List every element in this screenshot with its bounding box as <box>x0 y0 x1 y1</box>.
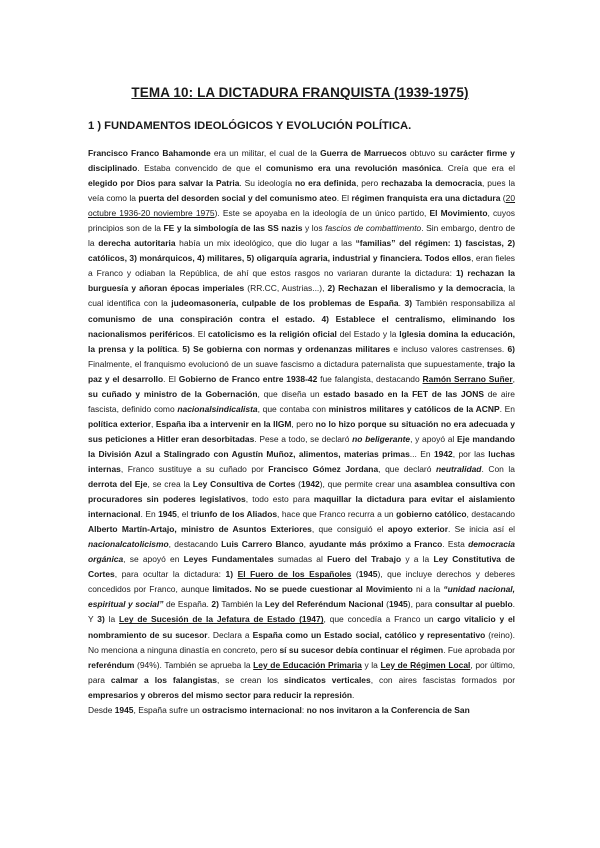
text-run: cargo vitalicio y el nombramiento de su sucesor <box>88 614 515 640</box>
text-run: , por último, para <box>88 659 515 685</box>
text-run: España iba a intervenir en la IIGM <box>155 418 292 429</box>
text-run: apoyo exterior <box>387 524 448 535</box>
text-run: Desde <box>88 704 115 715</box>
text-run: 3) <box>404 298 413 309</box>
text-run: ayudante más próximo a Franco <box>309 539 443 550</box>
text-run: y a la <box>401 554 434 565</box>
text-run: triunfo de los Aliados <box>190 509 278 520</box>
text-run: . En <box>499 403 515 414</box>
text-run: ( <box>500 193 506 204</box>
text-run: El Movimiento <box>429 208 488 219</box>
text-run: puerta del desorden social y del comunismo ateo <box>138 193 337 204</box>
text-run: derrota del Eje <box>88 479 148 490</box>
text-run: era un militar, el cual de la <box>210 148 321 158</box>
text-run: y los <box>302 223 326 234</box>
text-run: no lo hizo porque su situación no era adecuada y sus peticiones a Hitler eran desorbitadas <box>88 418 515 444</box>
text-run: , destacando <box>168 539 222 550</box>
text-run: sí su sucesor debía continuar el régimen <box>279 644 444 655</box>
text-run: empresarios y obreros del mismo sector para reducir la represión <box>88 689 353 700</box>
text-run: rechazaba la democracia <box>381 178 483 189</box>
text-run: “familias” del régimen: 1) <box>355 238 462 249</box>
text-run: : <box>301 704 307 715</box>
text-run: trajo la paz y el desarrollo <box>88 358 515 384</box>
text-run: . El <box>336 193 352 204</box>
text-run: 1942 <box>300 479 320 490</box>
text-run: ( <box>295 479 301 490</box>
text-run: . <box>398 298 405 309</box>
text-run: El Fuero de los Españoles <box>237 569 352 580</box>
text-run: 1945 <box>358 569 378 580</box>
text-run: Ley Consultiva de Cortes <box>192 479 296 490</box>
text-run: . Y <box>88 599 515 625</box>
text-run: , que diseña un <box>257 388 324 399</box>
text-run: También la <box>218 599 265 610</box>
paragraph <box>88 703 515 718</box>
text-run: Francisco Gómez Jordana <box>268 463 379 474</box>
text-run: 1) rechazan la burguesía y añoran épocas imperiales <box>88 268 515 294</box>
text-run: , con aires fascistas formados por <box>370 674 516 685</box>
text-run: ). Este se apoyaba en la ideología de un único partido, <box>214 208 430 219</box>
text-run: . El <box>163 373 179 384</box>
text-run: 1945 <box>388 599 408 610</box>
text-run: no beligerante <box>352 433 411 444</box>
text-run: 1) <box>225 569 234 580</box>
text-run: , que declaró <box>378 463 436 474</box>
text-run: de España. <box>163 599 212 610</box>
text-run: . Se inicia así el <box>447 524 516 535</box>
text-run: maquillar la dictadura para evitar el aislamiento internacional <box>88 494 515 520</box>
text-run: Ley del Referéndum Nacional <box>264 599 384 610</box>
text-run: 2) <box>211 599 219 610</box>
text-run: , pues la veía como la <box>88 178 516 204</box>
text-run: . Declara a <box>207 629 253 640</box>
text-run: sindicatos verticales <box>284 674 371 685</box>
text-run: la <box>104 614 120 625</box>
text-run: democracia orgánica <box>88 539 515 565</box>
text-run: ( <box>383 599 389 610</box>
text-run: 20 octubre 1936-20 noviembre 1975 <box>88 193 516 219</box>
text-run: . Sin embargo, dentro de la <box>88 223 516 249</box>
text-run: judeomasonería, culpable de los problemas de España <box>171 298 399 309</box>
text-run: no nos invitaron a la Conferencia de San <box>306 704 470 715</box>
text-run: Ley de Sucesión de la Jefatura de Estado (1947) <box>119 614 324 625</box>
text-run: (94%). También se aprueba la <box>134 659 254 670</box>
text-run: . El <box>192 328 209 339</box>
text-run: obtuvo su <box>406 148 451 158</box>
document-title: TEMA 10: LA DICTADURA FRANQUISTA (1939-1975) <box>131 85 469 100</box>
text-run: sumadas al <box>273 554 328 565</box>
text-run: estado basado en la FET de las JONS <box>323 388 484 399</box>
text-run: de aire fascista, definido como <box>88 388 515 414</box>
text-run: e incluso valores castrenses. <box>390 343 508 354</box>
text-run: 5) Se gobierna con normas y ordenanzas militares <box>182 343 391 354</box>
text-run: , el <box>176 509 191 520</box>
text-run: referéndum <box>88 659 135 670</box>
text-run: Leyes Fundamentales <box>183 554 274 565</box>
text-run: . Su ideología <box>239 178 295 189</box>
text-run: Ley de Educación Primaria <box>253 659 362 670</box>
text-run: consultar al pueblo <box>434 599 513 610</box>
text-run: También responsabiliza al <box>412 298 515 309</box>
text-run: Ley Constitutiva de Cortes <box>88 554 516 580</box>
text-run: , que contaba con <box>257 403 329 414</box>
text-run: . Esta <box>442 539 469 550</box>
text-run: Ley de Régimen Local <box>380 659 471 670</box>
body-text <box>88 146 515 718</box>
text-run: 6) <box>507 343 515 354</box>
text-run: Iglesia domina la educación, la prensa y la política <box>88 328 515 354</box>
text-run: , pero <box>291 418 316 429</box>
text-run: , y apoyó al <box>410 433 457 444</box>
text-run: , se crea la <box>147 479 193 490</box>
text-run: Luis Carrero Blanco <box>221 539 304 550</box>
text-run: . Fue aprobada por <box>443 644 515 655</box>
text-run: comunismo era una revolución masónica <box>265 163 441 174</box>
text-run: , se crean los <box>216 674 285 685</box>
text-run: ... En <box>409 448 434 459</box>
text-run: ministros militares y católicos de la ACNP <box>328 403 500 414</box>
text-run: y la <box>361 659 381 670</box>
section-heading: 1 ) FUNDAMENTOS IDEOLÓGICOS Y EVOLUCIÓN POLÍTICA. <box>88 120 412 132</box>
text-run: , destacando <box>466 509 515 520</box>
text-run: , por las <box>452 448 489 459</box>
text-run: , que concedía a Franco un <box>323 614 438 625</box>
text-run: nacionalcatolicismo <box>88 539 169 550</box>
text-run: 2) Rechazan el liberalismo y la democracia <box>327 283 504 294</box>
text-run: ), que permite crear una <box>319 479 415 490</box>
text-run: “unidad nacional, espiritual y social” <box>88 584 515 610</box>
text-run: , para ocultar la dictadura: <box>114 569 226 580</box>
text-run: fascistas, 2) católicos, 3) monárquicos, 4) militares, 5) oligarquía agraria, industrial y financiera. Todos ellos <box>88 238 516 264</box>
text-run: . Pese a todo, se declaró <box>254 433 353 444</box>
text-run: . Con la <box>481 463 515 474</box>
text-run: , la cual identifica con la <box>88 283 515 309</box>
text-run: . <box>352 689 355 700</box>
text-run: 1945 <box>158 509 177 520</box>
text-run: , Franco sustituye a su cuñado por <box>120 463 269 474</box>
text-run: asamblea consultiva con procuradores sin poderes legislativos <box>88 479 516 505</box>
text-run: , pero <box>356 178 382 189</box>
text-run: limitados. No se puede cuestionar al Movimiento <box>212 584 413 595</box>
text-run: su cuñado y ministro de la Gobernación <box>88 388 258 399</box>
text-run: ), para <box>407 599 435 610</box>
text-run: había un mix ideológico, que dio lugar a las <box>175 238 356 249</box>
text-run: del Estado y la <box>336 328 400 339</box>
text-run: ni a la <box>412 584 444 595</box>
text-run: elegido por Dios para salvar la Patria <box>88 178 240 189</box>
text-run: ( <box>351 569 359 580</box>
text-run: , <box>151 418 156 429</box>
text-run: España como un Estado social, católico y representativo <box>252 629 486 640</box>
text-run: , España sufre un <box>133 704 202 715</box>
text-run: . Creía que era el <box>440 163 515 174</box>
text-run: no era definida <box>294 178 357 189</box>
text-run: derecha autoritaria <box>98 238 176 249</box>
text-run: . Estaba convencido de que el <box>137 163 266 174</box>
text-run: Gobierno de Franco entre 1938-42 <box>178 373 318 384</box>
text-run: , hace que Franco recurra a un <box>277 509 397 520</box>
text-run: régimen franquista era una dictadura <box>351 193 501 204</box>
text-run: 1942 <box>433 448 453 459</box>
text-run: fue falangista, destacando <box>317 373 423 384</box>
text-run: ), que incluye derechos y deberes concedidos por Franco, aunque <box>88 569 516 595</box>
text-run: , se apoyó en <box>123 554 184 565</box>
text-run: carácter firme y disciplinado <box>88 148 516 174</box>
text-run: política exterior <box>88 418 151 429</box>
text-run: Guerra de Marruecos <box>320 148 407 158</box>
text-run: luchas internas <box>88 448 515 474</box>
text-run: neutralidad <box>435 463 482 474</box>
text-run: , cuyos principios son de la <box>88 208 515 234</box>
paragraph <box>88 146 515 703</box>
text-run: Francisco Franco Bahamonde <box>88 148 211 158</box>
text-run: (RR.CC, Austrias...), <box>244 283 328 294</box>
text-run: , eran fieles a Franco y odiaban la República, de ahí que estos rasgos no variaran durante la dictadura: <box>88 253 515 279</box>
text-run: , <box>303 539 310 550</box>
text-run: Fuero del Trabajo <box>327 554 402 565</box>
text-run: ostracismo internacional <box>202 704 302 715</box>
text-run: nacionalsindicalista <box>177 403 258 414</box>
text-run: . En <box>140 509 159 520</box>
text-run: , todo esto para <box>245 494 314 505</box>
text-run: 1945 <box>114 704 134 715</box>
text-run: , <box>512 373 516 384</box>
text-run: fascios de combattimento <box>325 223 422 234</box>
text-run: Eje mandando la División Azul a Stalingrado con Agustín Muñoz, alimentos, materias primas <box>88 433 516 459</box>
text-run: Alberto Martín-Artajo, ministro de Asuntos Exteriores <box>88 524 312 535</box>
text-run: catolicismo es la religión oficial <box>208 328 337 339</box>
text-run: , que consiguió el <box>311 524 388 535</box>
text-run: Ramón Serrano Suñer <box>422 373 513 384</box>
text-run: . <box>176 343 183 354</box>
text-run: (reino). No menciona a ninguna dinastía en concreto, pero <box>88 629 515 655</box>
text-run: gobierno católico <box>396 509 467 520</box>
text-run: FE y la simbología de las SS nazis <box>163 223 303 234</box>
text-run: Finalmente, el franquismo evolucionó de un suave fascismo a dictadura paternalista que supuestamente, <box>88 358 488 369</box>
text-run: calmar a los falangistas <box>110 674 217 685</box>
text-run: 3) <box>97 614 105 625</box>
text-run: comunismo de una conspiración contra el estado. 4) Establece el centralismo, eliminando los nacionalismos periféricos <box>88 313 515 339</box>
